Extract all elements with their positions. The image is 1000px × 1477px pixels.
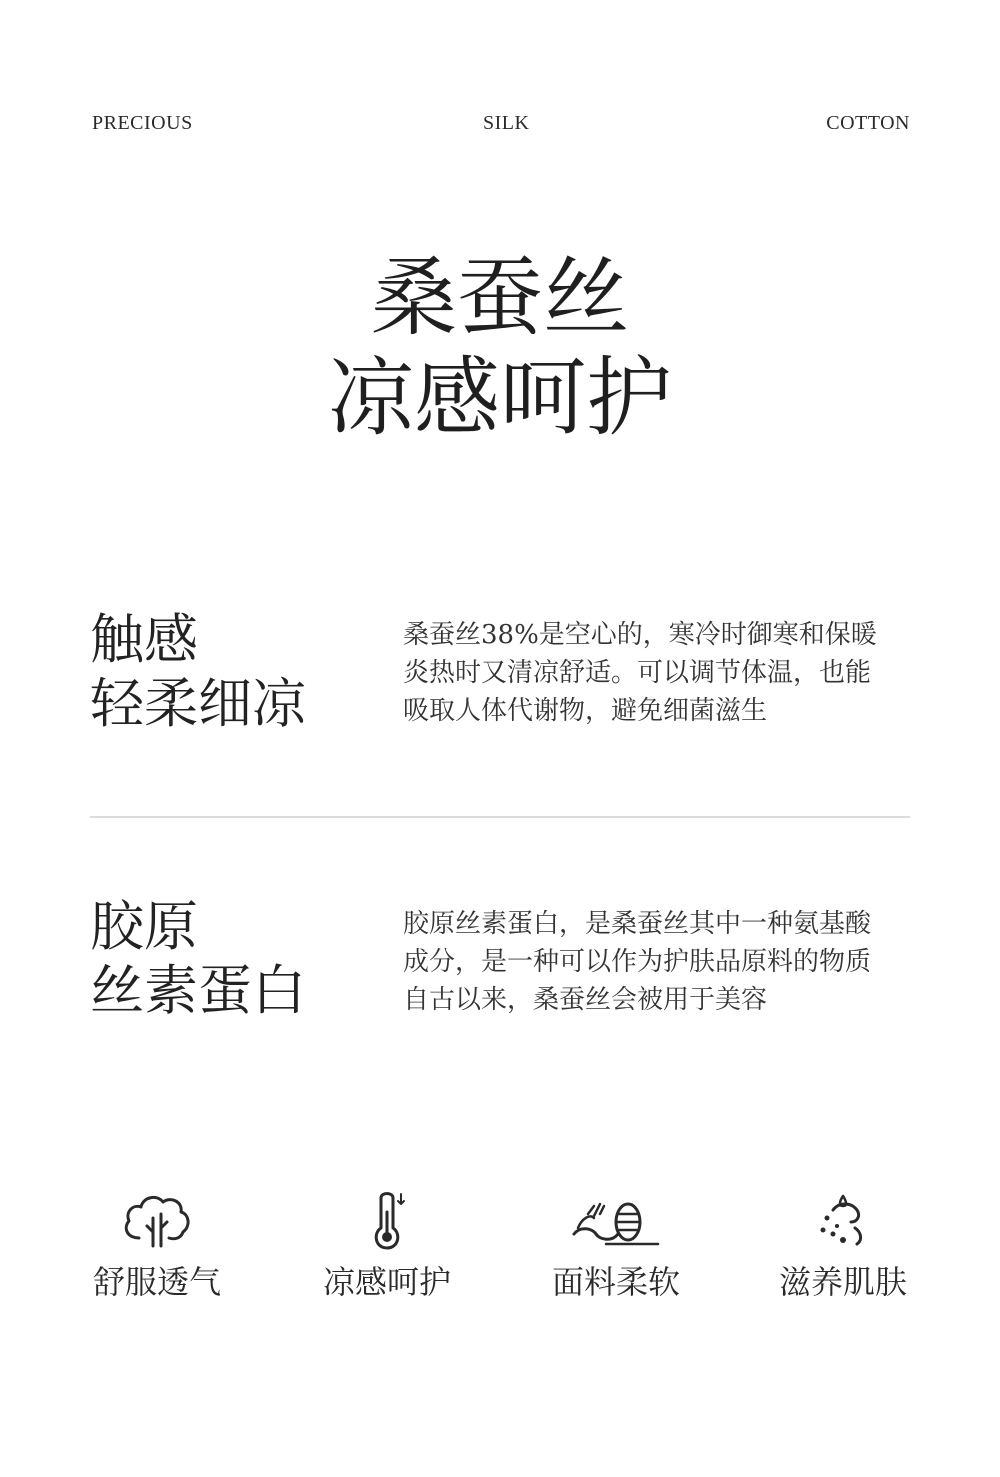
feature-title xyxy=(90,895,306,1023)
feature-desc-line: 胶原丝素蛋白，是桑蚕丝其中一种氨基酸 xyxy=(403,909,872,939)
feature-desc-line: 自古以来，桑蚕丝会被用于美容 xyxy=(403,985,768,1015)
feature-title xyxy=(90,608,306,736)
feature-desc-line: 炎热时又清凉舒适。可以调节体温，也能 xyxy=(403,658,872,688)
cloud-tree-icon xyxy=(117,1188,197,1252)
hero-title-line1: 桑蚕丝 xyxy=(371,248,629,348)
label-precious: PRECIOUS xyxy=(92,112,193,134)
feature-desc-line: 桑蚕丝38%是空心的，寒冷时御寒和保暖 xyxy=(403,620,877,650)
feature-title-line1: 胶原 xyxy=(90,895,198,958)
icon-item-nourish xyxy=(768,1188,918,1302)
feature-description xyxy=(403,616,915,730)
feature-title-line1: 触感 xyxy=(90,608,198,671)
hero-title xyxy=(0,248,1000,448)
feature-title-line2: 轻柔细凉 xyxy=(90,672,306,735)
label-cotton: COTTON xyxy=(826,112,910,134)
top-labels xyxy=(92,112,910,136)
feature-title-line2: 丝素蛋白 xyxy=(90,959,306,1022)
section-divider xyxy=(90,816,910,818)
icon-item-soft xyxy=(541,1188,691,1302)
hero-title-line2: 凉感呵护 xyxy=(328,348,672,448)
icon-label: 舒服透气 xyxy=(92,1263,221,1301)
label-silk: SILK xyxy=(483,112,530,134)
icon-item-breathable xyxy=(82,1188,232,1302)
feature-icons-row xyxy=(90,1188,910,1308)
feature-description xyxy=(403,905,915,1019)
icon-label: 滋养肌肤 xyxy=(778,1263,907,1301)
icon-label: 凉感呵护 xyxy=(322,1263,451,1301)
feature-desc-line: 成分，是一种可以作为护肤品原料的物质 xyxy=(403,947,872,977)
icon-item-cooling xyxy=(312,1188,462,1302)
thermometer-icon xyxy=(347,1188,427,1252)
icon-label: 面料柔软 xyxy=(551,1263,680,1301)
silk-roll-icon xyxy=(566,1188,666,1252)
feature-desc-line: 吸取人体代谢物，避免细菌滋生 xyxy=(403,696,768,726)
droplets-icon xyxy=(803,1188,883,1252)
